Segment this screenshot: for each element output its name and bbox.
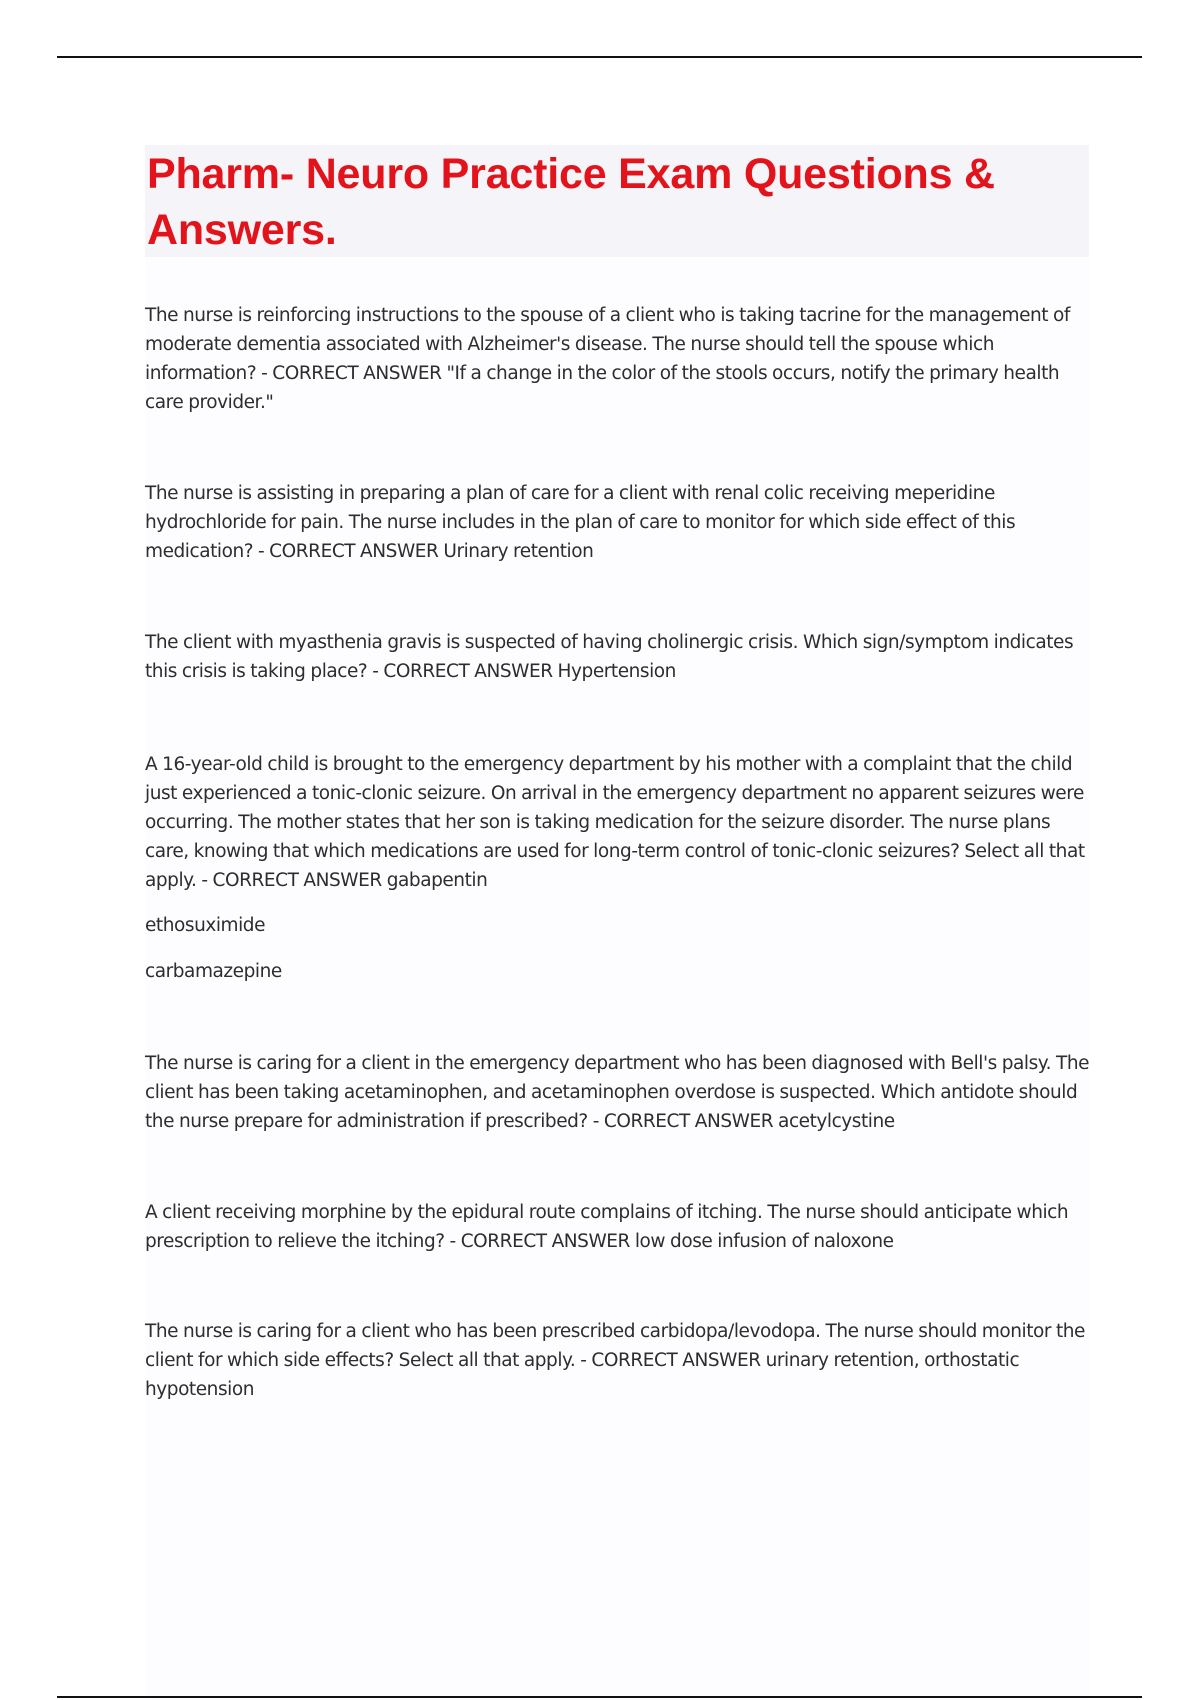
document-title: Pharm- Neuro Practice Exam Questions & Answers. (147, 150, 995, 254)
question-answer-1: The nurse is reinforcing instructions to the spouse of a client who is taking tacrine for the management of moderate dementia associated with Alzheimer's disease. The nurse should tell the spouse which information? - CORRECT ANSWER "If a change in the color of the stools occurs, notify the primary health care provider." (145, 305, 1070, 413)
question-answer-4: A 16-year-old child is brought to the emergency department by his mother with a complaint that the child just experienced a tonic-clonic seizure. On arrival in the emergency department no apparent seizures were occurring. The mother states that her son is taking medication for the seizure disorder. The nurse plans care, knowing that which medications are used for long-term control of tonic-clonic seizures? Select all that apply. - CORRECT ANSWER gabapentin (145, 754, 1085, 891)
question-answer-5: The nurse is caring for a client in the emergency department who has been diagnosed with Bell's palsy. The client has been taking acetaminophen, and acetaminophen overdose is suspected. Which antidote should the nurse prepare for administration if prescribed? - CORRECT ANSWER acetylcystine (145, 1053, 1090, 1132)
question-answer-2: The nurse is assisting in preparing a plan of care for a client with renal colic receiving meperidine hydrochloride for pain. The nurse includes in the plan of care to monitor for which side effect of this medication? - CORRECT ANSWER Urinary retention (145, 483, 1016, 562)
question-answer-3: The client with myasthenia gravis is suspected of having cholinergic crisis. Which sign/symptom indicates this crisis is taking place? - CORRECT ANSWER Hypertension (145, 632, 1074, 682)
question-answer-6: A client receiving morphine by the epidural route complains of itching. The nurse should anticipate which prescription to relieve the itching? - CORRECT ANSWER low dose infusion of naloxone (145, 1202, 1069, 1252)
question-answer-7: The nurse is caring for a client who has been prescribed carbidopa/levodopa. The nurse should monitor the client for which side effects? Select all that apply. - CORRECT ANSWER urinary retention, orthostatic hypotension (145, 1321, 1085, 1400)
bottom-rule (57, 1696, 1142, 1698)
top-rule (57, 56, 1142, 58)
answer-4-extra-1: ethosuximide (145, 915, 266, 936)
answer-4-extra-2: carbamazepine (145, 961, 282, 982)
